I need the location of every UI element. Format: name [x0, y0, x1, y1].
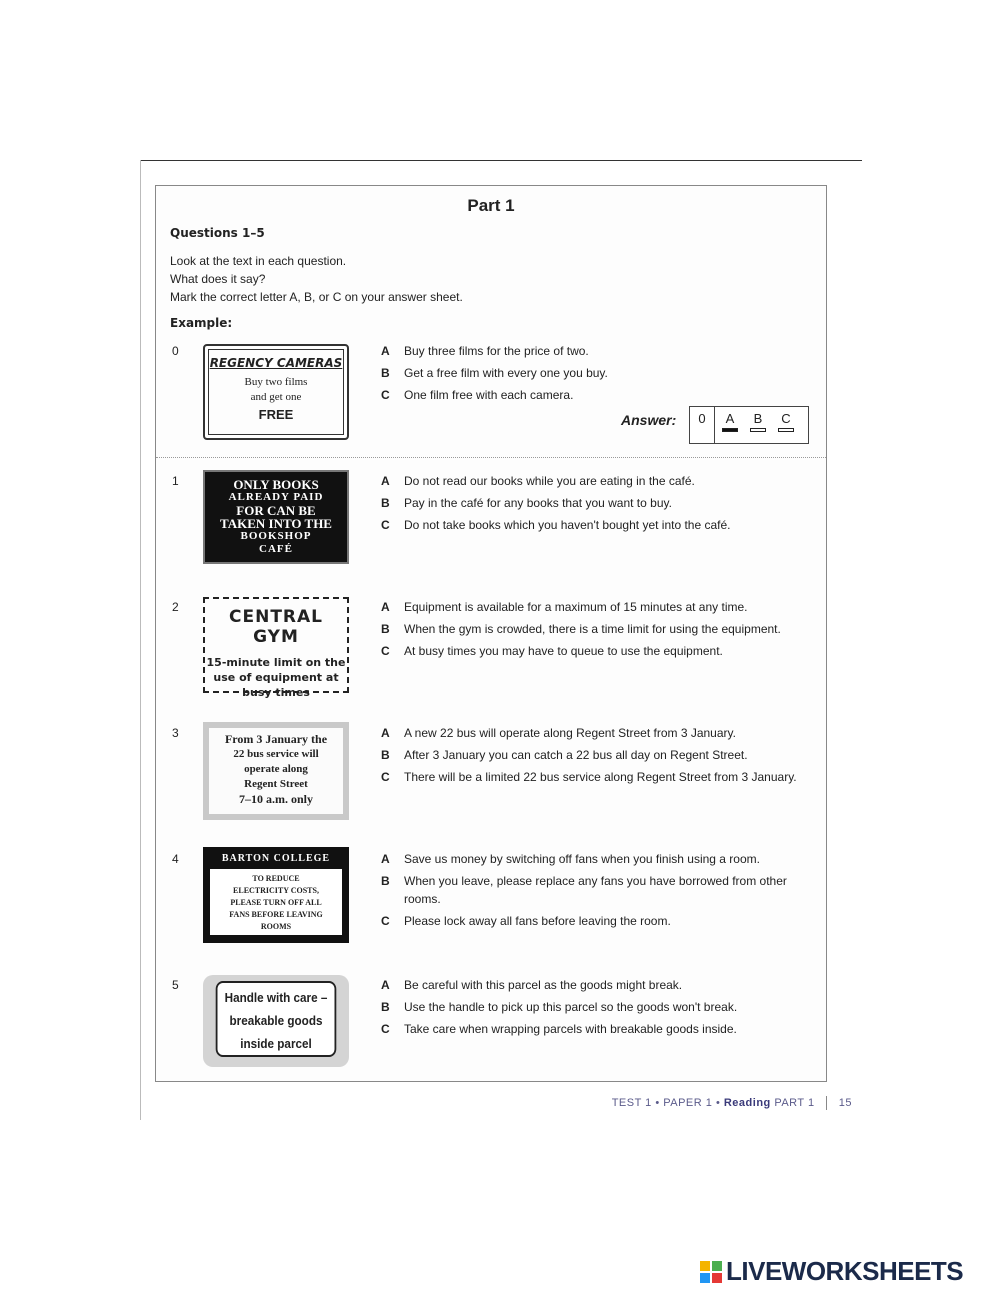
option[interactable] — [381, 598, 811, 616]
sign-title: REGENCY CAMERAS — [209, 356, 343, 370]
option[interactable] — [381, 386, 811, 404]
answer-number: 0 — [690, 407, 715, 443]
option[interactable] — [381, 472, 811, 490]
sign-line: From 3 January the — [224, 732, 328, 746]
footer-part: PART 1 — [774, 1096, 815, 1109]
option-letter: C — [381, 388, 390, 402]
option[interactable] — [381, 850, 811, 868]
sign-line: TAKEN INTO THE — [220, 516, 332, 531]
page-number: 15 — [838, 1096, 852, 1109]
answer-cell-b[interactable] — [748, 411, 768, 432]
page-title: Part 1 — [467, 196, 515, 215]
page-footer — [612, 1096, 852, 1110]
option-letter: C — [381, 644, 390, 658]
option-letter: A — [381, 600, 390, 614]
question-number: 1 — [172, 474, 179, 488]
option-letter: A — [381, 978, 390, 992]
option[interactable] — [381, 976, 811, 994]
option-letter: A — [381, 852, 390, 866]
sign-line: FREE — [258, 407, 294, 422]
option[interactable] — [381, 342, 811, 360]
option-letter: B — [381, 1000, 390, 1014]
option-text: Use the handle to pick up this parcel so the goods won't break. — [404, 1000, 738, 1014]
sign-parcel — [203, 975, 349, 1067]
option[interactable] — [381, 872, 811, 908]
option-letter: B — [381, 874, 390, 888]
sign-panel — [216, 981, 337, 1057]
answer-box — [689, 406, 809, 444]
option-text: Equipment is available for a maximum of 15 minutes at any time. — [404, 600, 748, 614]
option-text: Get a free film with every one you buy. — [404, 366, 608, 380]
options-list — [381, 724, 811, 790]
sign-panel — [209, 728, 343, 814]
option-text: Please lock away all fans before leaving the room. — [404, 914, 671, 928]
answer-label: Answer: — [621, 412, 677, 428]
option-text: Do not read our books while you are eating in the café. — [404, 474, 695, 488]
option-letter: A — [381, 344, 390, 358]
option-letter: A — [381, 474, 390, 488]
sign-barton-college — [203, 847, 349, 943]
sign-line: and get one — [250, 391, 302, 403]
left-margin-rule — [140, 160, 141, 1120]
option[interactable] — [381, 620, 811, 638]
option-letter: B — [381, 748, 390, 762]
top-rule — [140, 160, 862, 161]
instructions — [170, 252, 463, 306]
answer-cell-c[interactable] — [776, 411, 796, 432]
sign-line: 22 bus service will — [233, 748, 319, 760]
exam-frame — [155, 185, 827, 1082]
sign-line: ELECTRICITY COSTS, — [233, 886, 319, 895]
sign-line: operate along — [244, 763, 308, 775]
sign-line: Buy two films — [244, 376, 308, 388]
option-text: There will be a limited 22 bus service along Regent Street from 3 January. — [404, 770, 797, 784]
question-number: 3 — [172, 726, 179, 740]
option[interactable] — [381, 768, 811, 786]
sign-line: TO REDUCE — [252, 874, 300, 883]
sign-line: 15-minute limit on the — [206, 656, 346, 669]
option[interactable] — [381, 494, 811, 512]
answer-letter: C — [781, 411, 791, 426]
option-text: Take care when wrapping parcels with breakable goods inside. — [404, 1022, 737, 1036]
sign-panel — [210, 869, 342, 935]
sign-bus-service — [203, 722, 349, 820]
sign-line: 7–10 a.m. only — [238, 792, 313, 806]
option-text: Do not take books which you haven't bought yet into the café. — [404, 518, 731, 532]
option[interactable] — [381, 724, 811, 742]
options-list — [381, 598, 811, 664]
option[interactable] — [381, 1020, 811, 1038]
sign-line: inside parcel — [240, 1036, 312, 1051]
option-text: One film free with each camera. — [404, 388, 574, 402]
option-letter: B — [381, 622, 390, 636]
option-letter: C — [381, 518, 390, 532]
question-number: 2 — [172, 600, 179, 614]
sign-regency-cameras — [203, 344, 349, 440]
instruction-line: Mark the correct letter A, B, or C on your answer sheet. — [170, 290, 463, 304]
option-text: Save us money by switching off fans when you finish using a room. — [404, 852, 760, 866]
sign-line: FANS BEFORE LEAVING — [229, 910, 323, 919]
option-letter: A — [381, 726, 390, 740]
option-text: Pay in the café for any books that you want to buy. — [404, 496, 672, 510]
option-letter: C — [381, 914, 390, 928]
sign-title: BARTON COLLEGE — [221, 853, 331, 864]
option-letter: C — [381, 1022, 390, 1036]
example-divider — [156, 457, 826, 458]
sign-line: busy times — [242, 686, 310, 699]
option[interactable] — [381, 642, 811, 660]
footer-section: Reading — [723, 1096, 771, 1109]
option[interactable] — [381, 516, 811, 534]
question-number: 0 — [172, 344, 179, 358]
option[interactable] — [381, 746, 811, 764]
option-text: When the gym is crowded, there is a time limit for using the equipment. — [404, 622, 781, 636]
option-text: At busy times you may have to queue to use the equipment. — [404, 644, 723, 658]
answer-letter: B — [753, 411, 763, 426]
sign-line: Regent Street — [244, 778, 308, 790]
options-list — [381, 850, 811, 934]
options-list — [381, 342, 811, 408]
option[interactable] — [381, 998, 811, 1016]
answer-mark-empty — [778, 428, 794, 432]
option-text: After 3 January you can catch a 22 bus all day on Regent Street. — [404, 748, 748, 762]
question-number: 4 — [172, 852, 179, 866]
answer-cell-a[interactable] — [720, 411, 740, 432]
option-text: A new 22 bus will operate along Regent Street from 3 January. — [404, 726, 736, 740]
questions-heading: Questions 1–5 — [170, 226, 265, 240]
options-list — [381, 976, 811, 1042]
options-list — [381, 472, 811, 538]
sign-line: FOR CAN BE — [236, 503, 316, 518]
sign-line: Handle with care – — [224, 990, 328, 1005]
option-letter: C — [381, 770, 390, 784]
sign-line: PLEASE TURN OFF ALL — [230, 898, 322, 907]
sign-line: BOOKSHOP — [240, 530, 312, 542]
sign-line: ONLY BOOKS — [233, 477, 319, 492]
sign-line: CAFÉ — [259, 543, 293, 555]
footer-prefix: TEST 1 • PAPER 1 • — [611, 1096, 721, 1109]
option[interactable] — [381, 364, 811, 382]
sign-line: use of equipment at — [213, 671, 339, 684]
instruction-line: What does it say? — [170, 272, 266, 286]
option[interactable] — [381, 912, 811, 930]
sign-title: CENTRAL GYM — [229, 607, 323, 647]
answer-mark-filled — [722, 428, 738, 432]
answer-mark-empty — [750, 428, 766, 432]
answer-letter: A — [725, 411, 735, 426]
option-text: When you leave, please replace any fans you have borrowed from other rooms. — [404, 874, 787, 906]
example-label: Example: — [170, 316, 233, 330]
option-letter: B — [381, 366, 390, 380]
sign-line: ALREADY PAID — [228, 491, 324, 503]
option-text: Buy three films for the price of two. — [404, 344, 589, 358]
footer-separator — [826, 1096, 827, 1110]
sign-line: breakable goods — [229, 1013, 323, 1028]
logo-grid-icon — [700, 1261, 722, 1283]
option-letter: B — [381, 496, 390, 510]
sign-line: ROOMS — [260, 922, 292, 931]
instruction-line: Look at the text in each question. — [170, 254, 347, 268]
sign-bookshop — [203, 470, 349, 564]
question-number: 5 — [172, 978, 179, 992]
logo-text: LIVEWORKSHEETS — [726, 1256, 964, 1286]
sign-central-gym — [203, 597, 349, 699]
option-text: Be careful with this parcel as the goods might break. — [404, 978, 683, 992]
